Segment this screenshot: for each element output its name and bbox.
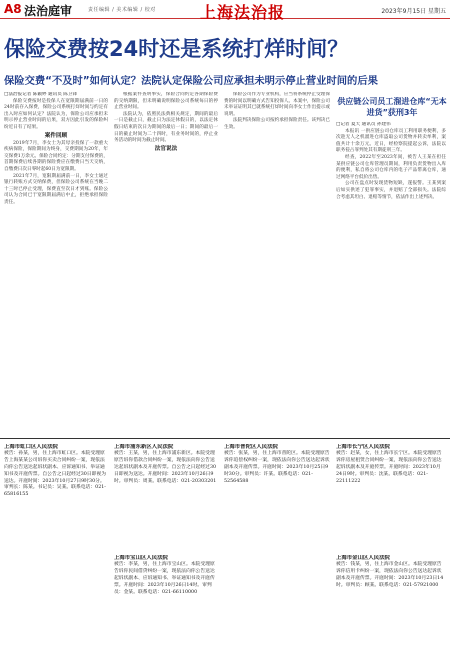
article-column-2	[114, 92, 218, 432]
notice-court-name: 上海市长宁区人民法院	[336, 444, 390, 450]
side-story-paragraph: 经查，2022年至2023年间，被告人王某在担任某供应链公司仓库管理员期间，利用负责货物出入库的便利，私自将公司仓库内的电子产品带离仓库，通过网络平台低价出售。	[336, 154, 446, 180]
notice-court-name: 上海市普陀区人民法院	[224, 444, 278, 450]
page-number: A8	[4, 2, 22, 16]
case-heading: 案件回顾	[44, 132, 68, 139]
headline: 保险交费按24时还是系统打烊时间？	[4, 37, 349, 61]
editor-line: 责任编辑 / 美术编辑 / 校对	[88, 7, 156, 13]
notice-text: 被告：李某，男，住上海市宝山区。本院受理原告诉你民间借贷纠纷一案，现依法向你公告送达起诉状副本、应诉通知书、举证通知书及开庭传票。开庭时间：2023年10月26日14时。审判员：金某。联系电话：021-66110000	[114, 561, 215, 595]
court-notice	[336, 555, 446, 663]
article-paragraph: 保险公司作为专业机构，应当将系统停止受理保费的时间以明确方式告知投保人。本案中，保险公司未举证证明其已就系统打烊时间向李女士作出提示或说明。	[224, 92, 330, 117]
subheadline: 保险交费“不及时”如何认定？法院认定保险公司应承担未明示停止营业时间的后果	[4, 75, 378, 87]
notice-court-name: 上海市宝山区人民法院	[114, 555, 168, 561]
issue-date: 2023年9月15日 星期五	[381, 8, 446, 15]
court-notice	[114, 555, 218, 663]
court-notice	[4, 444, 108, 664]
article-paragraph: 2021年7月，宽限期届满前一日，李女士通过银行转账方式交纳保费，但保险公司系统在当晚二十三时已停止受理，保费直至次日才到账。保险公司认为合同已于宽限期届满后中止，拒绝承担保险责任。	[4, 173, 108, 205]
page-header	[0, 0, 450, 22]
court-heading: 法官说法	[154, 145, 178, 152]
notice-court-name: 上海市金山区人民法院	[336, 555, 390, 561]
notice-text: 被告：王某，男，住上海市浦东新区。本院受理原告诉你借款合同纠纷一案，现依法向你公告送达起诉状副本及开庭传票。自公告之日起经过30日即视为送达。开庭时间：2023年10月26日9时。审判员：周某。联系电话：021-20303201	[114, 450, 217, 484]
side-story-paragraph: 本报讯 一供应链公司仓库员工利用职务便利，多次趁无人之机溜进仓库盗取公司货物并转卖牟利，案值共计十余万元。近日，经检察院提起公诉，法院以职务侵占罪判处其有期徒刑三年。	[336, 128, 446, 154]
article-paragraph: 法院判决保险公司按约承担保险责任。该判决已生效。	[224, 118, 330, 130]
article-column-3	[224, 92, 330, 432]
notice-court-name: 上海市虹口区人民法院	[4, 444, 58, 450]
article-paragraph: 保险交费按时是投保人在宽限期届满前一日的24时前存入保费，保险公司系统打烊时间与约定有出入时应如何认定？法院认为，保险公司应承担未明示停止营业时间的后果，双方因此引发的保险纠纷近日有了结果。	[4, 98, 108, 130]
side-story-title: 供应链公司员工溜进仓库“无本进货”获刑3年	[337, 97, 447, 117]
side-story-paragraph: 公司在盘点时发现货物短缺，遂报警。王某到案后如实供述了犯罪事实，并退赔了全部损失。法院综合考虑其坦白、退赔等情节，依法作出上述判决。	[336, 181, 446, 200]
section-name: 法治庭审	[24, 4, 73, 18]
article-paragraph: 2019年7月，李女士为其母亲投保了一款重大疾病保险，保险期间为终身，交费期间为20年，年交保费1万余元。保险合同约定：分期支付保费的，首期保费后续各期的保险费应在缴费日当天交纳，自缴费日次日零时起60日为宽限期。	[4, 140, 108, 172]
article-column-1	[4, 92, 108, 432]
article-paragraph: 法院认为，依照民法典相关规定，期间的最后一日是截止日，截止日为法定休假日的，以法定休假日结束的次日为期间的最后一日；期间的最后一日的截止时间为二十四时，有业务时间的，停止业务活动的时间为截止时间。	[114, 111, 218, 144]
notice-text: 被告：钱某，男，住上海市金山区。本院受理原告诉你信用卡纠纷一案，现依法向你公告送达起诉状副本及开庭传票。开庭时间：2023年10月23日14时。审判员：顾某。联系电话：021-57921000	[336, 561, 444, 588]
side-story-byline: □记者 夏天 通讯员 孙建伟	[336, 122, 391, 127]
notice-text: 被告：赵某，女，住上海市长宁区。本院受理原告诉你房屋租赁合同纠纷一案，现依法向你公告送达起诉状副本及开庭传票。开庭时间：2023年10月24日9时。审判员：沈某。联系电话：021-22111222	[336, 450, 442, 484]
court-notice	[114, 444, 218, 549]
court-notice	[336, 444, 446, 549]
notice-court-name: 上海市浦东新区人民法院	[114, 444, 174, 450]
court-notice	[224, 444, 330, 664]
newspaper-logo: 上海法治报	[200, 3, 286, 22]
article-paragraph: 根据案件查明事实，保险合同约定各期保险费的交纳期限，但未明确说明保险公司系统每日的停止营业时间。	[114, 92, 218, 111]
notice-text: 被告：张某，男，住上海市普陀区。本院受理原告诉你追偿权纠纷一案，现依法向你公告送达起诉状副本及开庭传票。开庭时间：2023年10月25日9时30分。审判员：许某。联系电话：021-52564588	[224, 450, 330, 484]
side-story-column	[336, 122, 446, 432]
article-byline: □法治报记者 陈颖婷 通讯员 陈卫锋	[4, 92, 78, 97]
section-divider	[0, 438, 450, 439]
notice-text: 被告：孙某，男，住上海市虹口区。本院受理原告上海某某公司诉你买卖合同纠纷一案，现依法向你公告送达起诉状副本、应诉通知书、举证通知书及开庭传票。自公告之日起经过30日即视为送达。开庭时间：2023年10月27日9时30分。审判长：陈某。书记员：吴某。联系电话：021-65816155	[4, 450, 107, 498]
